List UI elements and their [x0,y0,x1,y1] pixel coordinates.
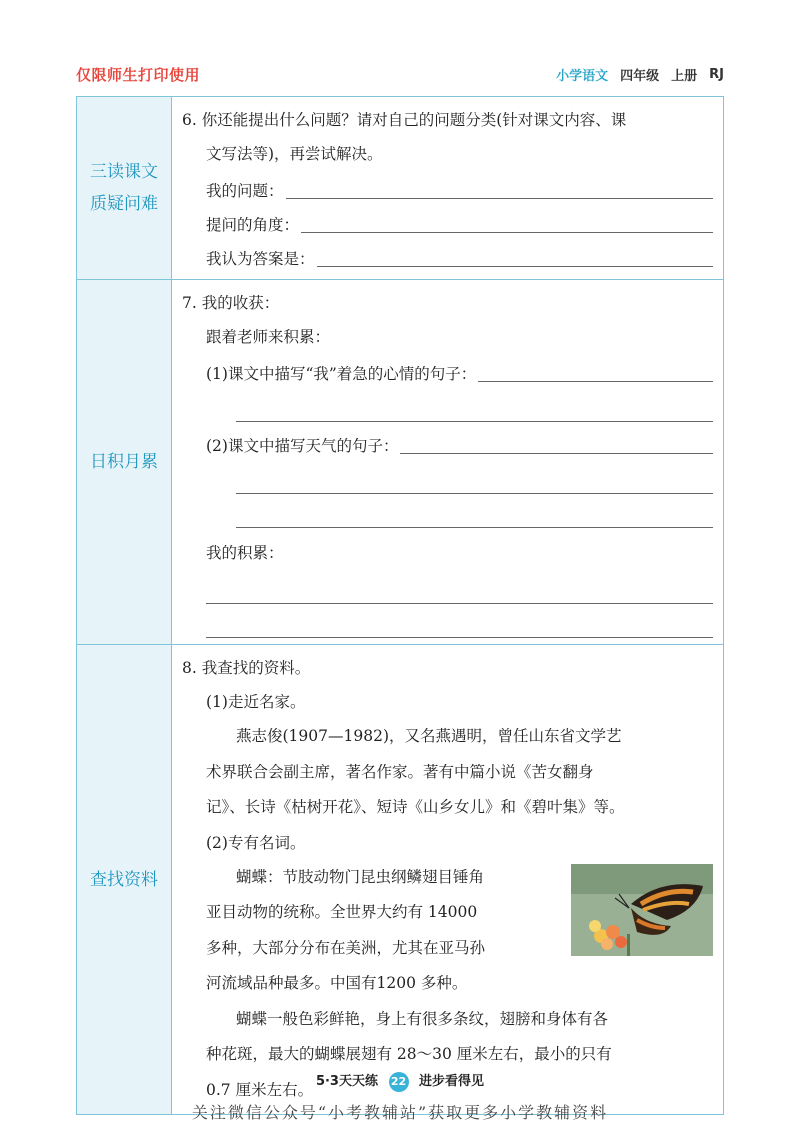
answer-line[interactable] [236,460,713,494]
page-header [76,60,724,88]
question-angle-field[interactable]: 提问的角度： [182,205,713,239]
anxious-sentence-field[interactable]: (1)课文中描写“我”着急的心情的句子： [182,354,713,388]
volume-label: 上册 [671,68,698,84]
section-accumulation [77,280,724,645]
my-accumulation-label: 我的积累： [206,544,284,562]
butterfly-entry: 蝴蝶：节肢动物门昆虫纲鳞翅目锤角 亚目动物的统称。全世界大约有 14000 多种，大部分分布在美洲，尤其在亚马孙 河流域品种最多。中国有1200 多种。 蝴蝶一般色彩鲜艳，身上有很多条纹，翅膀和身体有各 种花斑，最大的蝴蝶展翅有 28～30 厘米左右，最小的只有 0.7 厘米左右。 [182,860,713,1109]
follow-teacher: 跟着老师来积累： [206,328,331,346]
author-bio: 燕志俊(1907—1982)，又名燕遇明，曾任山东省文学艺 术界联合会副主席，著名作家。著有中篇小说《苦女翻身 记》、长诗《枯树开花》、短诗《山乡女儿》和《碧叶集》等。 [206,727,625,816]
research-content [172,645,724,1115]
subject-label: 小学语文 [556,68,609,84]
question-7-title: 7. 我的收获： [182,294,280,312]
question-6-line1: 6. 你还能提出什么问题？请对自己的问题分类(针对课文内容、课 [182,111,627,129]
page-number: 22 [389,1072,409,1092]
answer-line[interactable] [236,388,713,422]
section-research [77,645,724,1115]
question-6-line2: 文写法等)，再尝试解决。 [206,145,383,163]
butterfly-photo [571,864,713,956]
grade-label: 四年级 [620,68,660,84]
side-label-accumulation: 日积月累 [77,280,172,645]
book-info [556,65,724,84]
questioning-content [172,97,724,280]
answer-line[interactable] [236,494,713,528]
section-questioning [77,97,724,280]
watermark-text: 关注微信公众号“小考教辅站”获取更多小学教辅资料 [191,1103,609,1122]
answer-line[interactable] [206,604,713,638]
weather-sentence-field[interactable]: (2)课文中描写天气的句子： [182,426,713,460]
print-notice: 仅限师生打印使用 [76,65,201,84]
side-label-research: 查找资料 [77,645,172,1115]
worksheet-table [76,96,724,1115]
footer-slogan: 进步看得见 [419,1074,485,1089]
question-8-title: 8. 我查找的资料。 [182,659,311,677]
edition-label: RJ [709,66,724,82]
famous-author-heading: (1)走近名家。 [206,693,306,711]
accumulation-content [172,280,724,645]
my-answer-field[interactable]: 我认为答案是： [182,239,713,273]
my-question-field[interactable]: 我的问题： [182,171,713,205]
footer-brand: 5·3天天练 [315,1074,378,1089]
page-footer [0,1070,800,1092]
answer-line[interactable] [206,570,713,604]
proper-noun-heading: (2)专有名词。 [206,833,306,852]
butterfly-icon [571,864,713,956]
side-label-questioning: 三读课文 质疑问难 [77,97,172,280]
